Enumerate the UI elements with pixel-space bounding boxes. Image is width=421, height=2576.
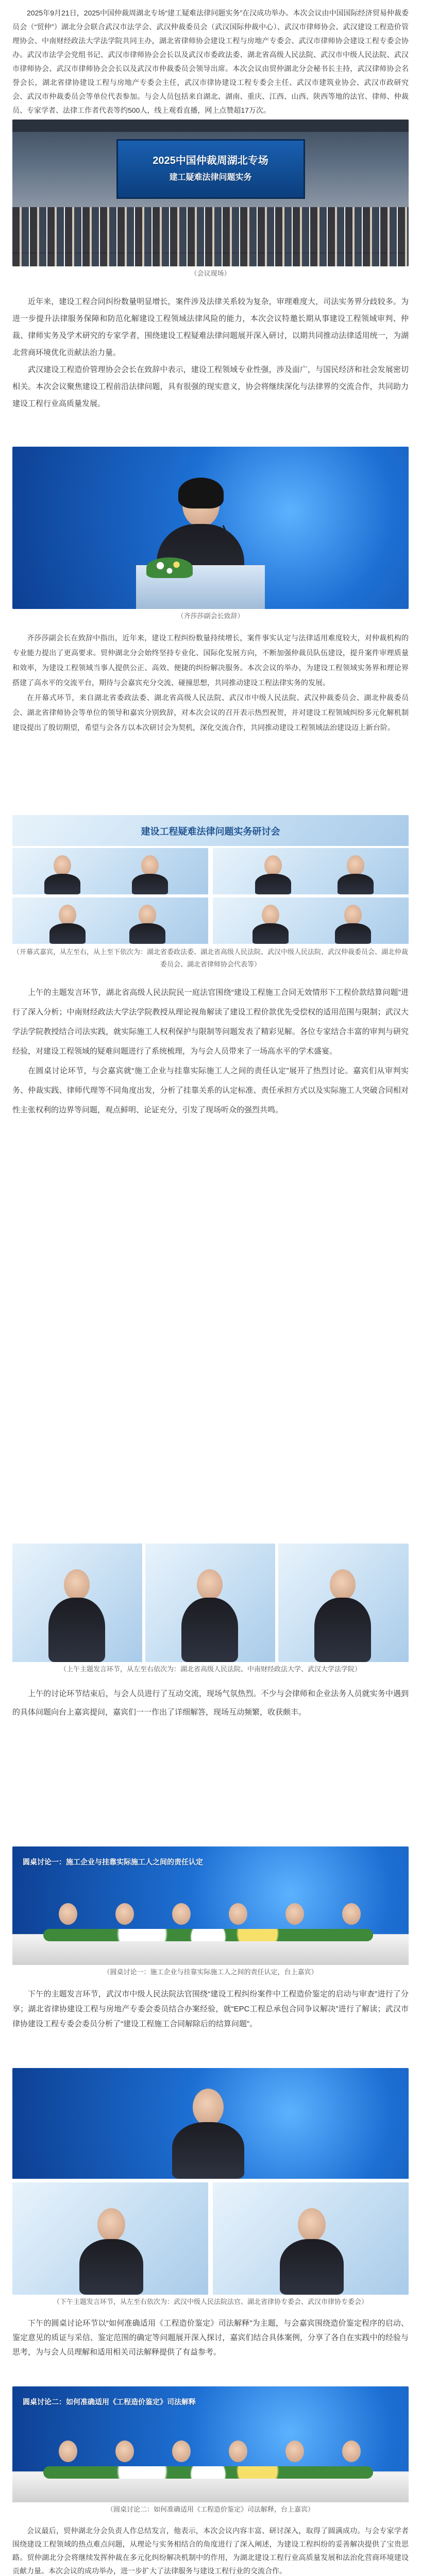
caption-roundtable-1: （圆桌讨论一：施工企业与挂靠实际施工人之间的责任认定，台上嘉宾） bbox=[103, 1968, 318, 1976]
panelist-head bbox=[59, 2441, 77, 2462]
audience-row bbox=[12, 223, 409, 238]
paragraph: 上午的讨论环节结束后，与会人员进行了互动交流，现场气氛热烈。不少与会律师和企业法务人员就实务中遇到的具体问题向台上嘉宾提问，嘉宾们一一作出了详细解答，现场互动频繁，收获颇丰。 bbox=[12, 1689, 409, 1717]
guest-head bbox=[264, 855, 282, 876]
guest-head bbox=[344, 905, 362, 925]
caption-afternoon-speakers: （下午主题发言环节，从左至右依次为：武汉中级人民法院法官、湖北省律协专委会、武汉市律协专委会） bbox=[53, 2298, 368, 2306]
guest-body bbox=[252, 923, 289, 944]
speaker-hair bbox=[178, 478, 224, 509]
panelist-head bbox=[115, 2441, 134, 2462]
panelist-head bbox=[229, 1903, 247, 1925]
closing-paragraph: 会议最后，贸仲湖北分会负责人作总结发言，他表示，本次会议内容丰富、研讨深入，取得了圆满成功。与会专家学者围绕建设工程领域的热点难点问题，从理论与实务相结合的角度进行了深入阐述，为建设工程纠纷的妥善解决提供了宝贵思路。贸仲湖北分会将继续发挥仲裁在多元化纠纷解决机制中的作用，为湖北建设工程行业高质量发展和法治化营商环境建设贡献力量。本次会议的成功举办，进一步扩大了法律服务与建设工程行业的交流合作。 bbox=[12, 2527, 409, 2575]
photo-roundtable-1 bbox=[12, 1846, 409, 1965]
guest-banner bbox=[12, 815, 409, 846]
paragraph: 在开幕式环节，来自湖北省委政法委、湖北省高级人民法院、武汉市中级人民法院、武汉仲裁委员会、湖北仲裁委员会、湖北省律师协会等单位的领导和嘉宾分别致辞，对本次会议的召开表示热烈祝贺，并对建设工程领域纠纷多元化解机制建设提出了殷切期望，希望与会各方以本次研讨会为契机，深化交流合作，共同推动建设工程领域法治建设迈上新台阶。 bbox=[12, 693, 409, 732]
guest-body bbox=[129, 923, 165, 944]
paragraph: 在圆桌讨论环节，与会嘉宾就“施工企业与挂靠实际施工人之间的责任认定”展开了热烈讨论。嘉宾们从审判实务、仲裁实践、律师代理等不同角度出发，分析了挂靠关系的认定标准、责任承担方式以及实际施工人突破合同相对性主张权利的边界等问题，观点鲜明、论证充分，引发了现场听众的强烈共鸣。 bbox=[12, 1066, 409, 1114]
guest-body bbox=[49, 923, 86, 944]
desk-flowers bbox=[43, 2466, 373, 2479]
paragraph: 武汉建设工程造价管理协会会长在致辞中表示，建设工程领域专业性强，涉及面广，与国民经济和社会发展密切相关。本次会议聚焦建设工程前沿法律问题，具有很强的现实意义，协会将继续深化与法律界的交流合作，共同助力建设工程行业高质量发展。 bbox=[12, 365, 409, 408]
caption-guest-grid: （开幕式嘉宾，从左至右，从上至下依次为：湖北省委政法委、湖北省高级人民法院、武汉中级人民法院、武汉仲裁委员会、湖北仲裁委员会、湖北省律师协会代表等） bbox=[12, 948, 408, 968]
paragraph: 齐莎莎副会长在致辞中指出，近年来，建设工程纠纷数量持续增长，案件事实认定与法律适用难度较大，对仲裁机构的专业能力提出了更高要求。贸仲湖北分会始终坚持专业化、国际化发展方向，不断加强仲裁员队伍建设，提升案件审理质量和效率，为建设工程领域当事人提供公正、高效、便捷的纠纷解决服务。本次会议的举办，为建设工程领域实务界和理论界搭建了高水平的交流平台，期待与会嘉宾充分交流、碰撞思想，共同推动建设工程法律实务的发展。 bbox=[12, 634, 409, 687]
speaker-head bbox=[330, 1569, 356, 1600]
speaker-body bbox=[172, 2122, 244, 2179]
panelist-head bbox=[229, 2441, 247, 2462]
speaker-photo bbox=[213, 2182, 409, 2295]
guest-head bbox=[141, 855, 159, 876]
guest-photo bbox=[213, 848, 409, 894]
guest-head bbox=[347, 855, 364, 876]
guest-photo bbox=[12, 848, 208, 894]
text-block-4 bbox=[12, 973, 409, 1544]
speaker-head bbox=[298, 2208, 326, 2241]
photo-guest-grid bbox=[12, 815, 409, 944]
audience-row bbox=[12, 207, 409, 223]
ceiling bbox=[12, 120, 409, 132]
guest-head bbox=[54, 855, 71, 876]
podium-flowers bbox=[146, 557, 193, 578]
text-block-2 bbox=[12, 281, 409, 447]
caption-conference-hall: （会议现场） bbox=[190, 269, 231, 277]
text-block-6 bbox=[12, 1979, 409, 2068]
stage-screen bbox=[116, 139, 305, 199]
roundtable1-title: 圆桌讨论一：施工企业与挂靠实际施工人之间的责任认定 bbox=[23, 1858, 203, 1866]
photo-roundtable-2 bbox=[12, 2386, 409, 2502]
panelist-head bbox=[285, 1903, 304, 1925]
caption-speaker: （齐莎莎副会长致辞） bbox=[177, 612, 244, 620]
caption-roundtable-2: （圆桌讨论二：如何准确适用《工程造价鉴定》司法解释，台上嘉宾） bbox=[106, 2505, 314, 2513]
paragraph: 近年来，建设工程合同纠纷数量明显增长，案件涉及法律关系较为复杂，审理难度大，司法实务界分歧较多。为进一步提升法律服务保障和防范化解建设工程领域法律风险的能力，本次会议特邀长期从事建设工程领域审判、仲裁、律师实务及学术研究的专家学者，围绕建设工程疑难法律问题展开深入研讨，以期共同推动法律适用统一，为湖北营商环境优化贡献法治力量。 bbox=[12, 297, 409, 357]
panelist-head bbox=[342, 2441, 361, 2462]
desk-flowers bbox=[43, 1929, 373, 1941]
text-block-8 bbox=[12, 2517, 409, 2576]
speaker-head bbox=[193, 2089, 224, 2126]
guest-body bbox=[132, 874, 168, 894]
speaker-photo bbox=[12, 2182, 208, 2295]
text-block-7 bbox=[12, 2309, 409, 2386]
paragraph: 下午的主题发言环节，武汉市中级人民法院法官围绕“建设工程纠纷案件中工程造价鉴定的启动与审查”进行了分享；湖北省律协建设工程与房地产专委会委员结合办案经验，就“EPC工程总承包合同争议解决”进行了解读；武汉市律协建设工程专委会委员分析了“建设工程施工合同解除后的结算问题”。 bbox=[12, 1990, 409, 2028]
photo-conference-hall bbox=[12, 120, 409, 266]
speaker-body bbox=[48, 1598, 105, 1662]
speaker-body bbox=[79, 2239, 143, 2295]
panelist-head bbox=[115, 1903, 134, 1925]
guest-body bbox=[255, 874, 291, 894]
guest-body bbox=[44, 874, 80, 894]
speaker-photo bbox=[278, 1544, 409, 1662]
speaker-body bbox=[280, 2239, 344, 2295]
photo-speaker-podium bbox=[12, 447, 409, 609]
guest-body bbox=[338, 874, 374, 894]
guest-photo bbox=[12, 897, 208, 944]
paragraph: 上午的主题发言环节，湖北省高级人民法院民一庭法官围绕“建设工程施工合同无效情形下工程价款结算问题”进行了深入分析；中南财经政法大学法学院教授从理论视角解读了建设工程价款优先受偿权的适用范围与限制；武汉大学法学院教授结合司法实践，就实际施工人权利保护与限制等问题发表了精彩见解。各位专家结合丰富的审判与研究经验，对建设工程领域的疑难问题进行了系统梳理，为与会人员带来了一场高水平的学术盛宴。 bbox=[12, 988, 409, 1056]
photo-morning-speakers bbox=[12, 1544, 409, 1662]
photo-afternoon-speakers bbox=[12, 2068, 409, 2295]
panelist-head bbox=[172, 2441, 191, 2462]
speaker-body bbox=[181, 1598, 238, 1662]
speaker-body bbox=[314, 1598, 371, 1662]
speaker-photo bbox=[145, 1544, 275, 1662]
text-block-3 bbox=[12, 623, 409, 815]
intro-block bbox=[12, 0, 409, 120]
speaker-head bbox=[64, 1569, 90, 1600]
audience-row bbox=[12, 252, 409, 266]
caption-morning-speakers: （上午主题发言环节，从左至右依次为：湖北省高级人民法院、中南财经政法大学、武汉大学法学院） bbox=[59, 1665, 361, 1673]
guest-photo bbox=[213, 897, 409, 944]
speaker-photo bbox=[12, 2068, 409, 2179]
panelist-head bbox=[285, 2441, 304, 2462]
guest-banner-title: 建设工程疑难法律问题实务研讨会 bbox=[141, 826, 280, 837]
screen-title: 2025中国仲裁周湖北专场 bbox=[153, 155, 268, 166]
audience-row bbox=[12, 238, 409, 253]
panelist-head bbox=[342, 1903, 361, 1925]
guest-head bbox=[262, 905, 279, 925]
guest-body bbox=[335, 923, 371, 944]
guest-head bbox=[139, 905, 156, 925]
roundtable2-title: 圆桌讨论二：如何准确适用《工程造价鉴定》司法解释 bbox=[23, 2398, 196, 2406]
paragraph: 下午的圆桌讨论环节以“如何准确适用《工程造价鉴定》司法解释”为主题，与会嘉宾围绕造价鉴定程序的启动、鉴定意见的质证与采信、鉴定范围的确定等问题展开深入探讨，嘉宾们结合具体案例，分享了各自在实践中的经验与思考，为与会人员理解和适用相关司法解释提供了有益参考。 bbox=[12, 2319, 409, 2357]
text-block-5 bbox=[12, 1676, 409, 1846]
panelist-head bbox=[172, 1903, 191, 1925]
intro-paragraph: 2025年9月21日，2025中国仲裁周湖北专场“建工疑难法律问题实务”在汉成功举办。本次会议由中国国际经济贸易仲裁委员会（“贸仲”）湖北分会联合武汉市法学会、武汉仲裁委员会（武汉国际仲裁中心）、武汉市律师协会、武汉建设工程造价管理协会、中南财经政法大学法学院共同主办，湖北省律师协会建设工程与房地产专委会、武汉市律师协会建设工程专委会协办。武汉市法学会党组书记、武汉市律师协会会长以及武汉市委政法委、湖北省高级人民法院、武汉市中级人民法院、武汉市律师协会、武汉市律师协会会长以及武汉市仲裁委员会领导出席。本次会议由贸仲湖北分会秘书长主持，武汉律师协会名誉会长，湖北省律协建设工程与房地产专委会主任，武汉市律协建设工程专委会主任、武汉市建筑业协会、武汉市政研究会、武汉市仲裁委员会等单位代表参加。与会人员包括来自湖北、湖南、重庆、江西、山西、陕西等地的法官、律师、仲裁员、专家学者、法律工作者代表等约500人，线上观看直播，网上点赞超17万次。 bbox=[12, 9, 409, 114]
speaker-photo bbox=[12, 1544, 142, 1662]
guest-head bbox=[59, 905, 76, 925]
speaker-head bbox=[197, 1569, 223, 1600]
panelist-head bbox=[59, 1903, 77, 1925]
speaker-head bbox=[97, 2208, 125, 2241]
screen-subtitle: 建工疑难法律问题实务 bbox=[169, 173, 252, 182]
